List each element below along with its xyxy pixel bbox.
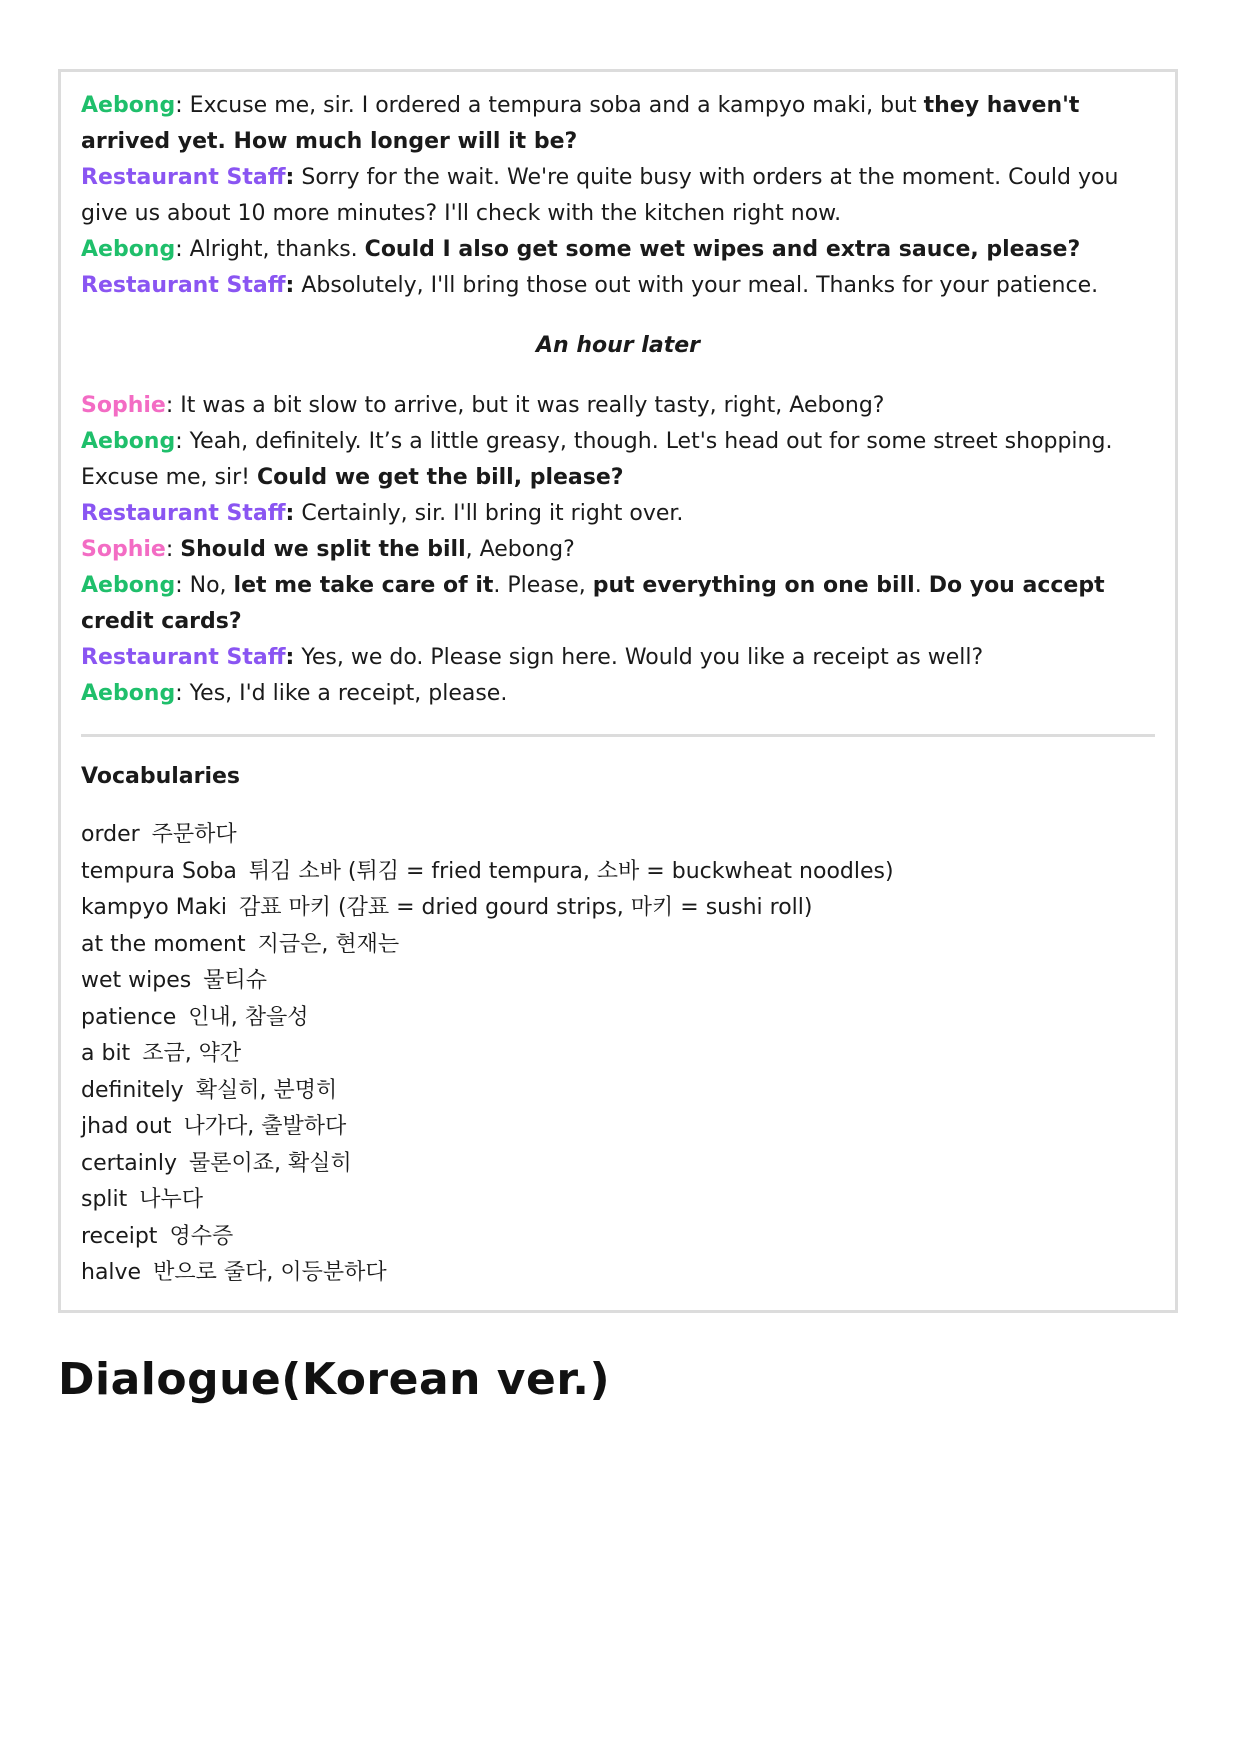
dialogue-box	[58, 69, 1178, 1313]
dialogue-line	[81, 88, 1155, 160]
dialogue-line	[81, 424, 1155, 496]
line-text: .	[914, 573, 929, 598]
speaker-name: Sophie	[81, 537, 166, 562]
speaker-name: Aebong	[81, 573, 176, 598]
vocab-title: Vocabularies	[81, 764, 241, 789]
line-text: Absolutely, I'll bring those out with your meal. Thanks for your patience.	[294, 273, 1099, 298]
line-text: Excuse me, sir. I ordered a tempura soba and a kampyo maki, but	[189, 93, 924, 118]
vocab-item	[81, 1146, 1155, 1183]
line-text: Yeah, definitely. It’s a little greasy, though. Let's head out for some street shopping. Excuse me, sir!	[81, 429, 1113, 490]
vocab-meaning: 감표 마키 (감표 = dried gourd strips, 마키 = sushi roll)	[239, 895, 813, 920]
speaker-name: Aebong	[81, 93, 176, 118]
vocab-term: tempura Soba	[81, 858, 237, 884]
vocab-term: kampyo Maki	[81, 895, 228, 920]
dialogue-line	[81, 568, 1155, 640]
speaker-name: Aebong	[81, 429, 176, 454]
vocab-term: split	[81, 1187, 128, 1212]
vocab-term: certainly	[81, 1150, 177, 1176]
vocab-meaning: 물티슈	[203, 968, 267, 993]
line-bold-text: let me take care of it	[233, 573, 494, 598]
vocab-term: a bit	[81, 1041, 131, 1066]
dialogue-line	[81, 388, 1155, 424]
vocab-term: patience	[81, 1004, 177, 1030]
line-bold-text: Could I also get some wet wipes and extra sauce, please?	[364, 237, 1081, 262]
dialogue-line	[81, 532, 1155, 568]
section-heading: Dialogue(Korean ver.)	[58, 1354, 611, 1405]
line-bold-text: Should we split the bill	[180, 537, 466, 562]
vocab-item	[81, 817, 1155, 854]
line-text: Yes, we do. Please sign here. Would you like a receipt as well?	[294, 645, 984, 670]
line-text: . Please,	[493, 573, 593, 598]
vocab-meaning: 나가다, 출발하다	[183, 1114, 347, 1139]
speaker-name: Restaurant Staff	[81, 273, 286, 298]
vocab-meaning: 주문하다	[151, 822, 237, 847]
speaker-separator: :	[285, 645, 295, 670]
scene-interlude: An hour later	[536, 333, 700, 358]
speaker-separator: :	[285, 273, 295, 298]
vocab-meaning: 물론이죠, 확실히	[188, 1150, 352, 1176]
speaker-separator: :	[175, 237, 190, 262]
vocab-item	[81, 1182, 1155, 1219]
speaker-separator: :	[165, 393, 181, 418]
vocab-item	[81, 854, 1155, 891]
vocab-item	[81, 1219, 1155, 1256]
vocab-term: definitely	[81, 1077, 184, 1103]
speaker-name: Aebong	[81, 681, 176, 706]
dialogue-line	[81, 160, 1155, 232]
vocab-meaning: 인내, 참을성	[188, 1004, 309, 1030]
dialogue-line	[81, 676, 1155, 712]
speaker-separator: :	[175, 573, 190, 598]
vocab-item	[81, 1036, 1155, 1073]
dialogue-line	[81, 496, 1155, 532]
line-bold-text: put everything on one bill	[592, 573, 915, 598]
line-bold-text: Could we get the bill, please?	[256, 465, 624, 490]
vocab-item	[81, 1109, 1155, 1146]
line-text: Sorry for the wait. We're quite busy with orders at the moment. Could you give us about 10 more minutes? I'll check with the kitchen right now.	[81, 165, 1119, 226]
speaker-separator: :	[285, 165, 295, 190]
vocab-item	[81, 927, 1155, 964]
speaker-separator: :	[175, 681, 190, 706]
line-text: Yes, I'd like a receipt, please.	[189, 681, 508, 706]
speaker-name: Aebong	[81, 237, 176, 262]
vocab-meaning: 나누다	[139, 1187, 204, 1212]
vocab-item	[81, 1073, 1155, 1110]
vocab-item	[81, 890, 1155, 927]
vocab-list	[81, 817, 1155, 1292]
speaker-separator: :	[175, 429, 190, 454]
vocab-item	[81, 963, 1155, 1000]
vocab-term: at the moment	[81, 931, 246, 957]
vocab-term: halve	[81, 1260, 142, 1285]
line-text: , Aebong?	[465, 537, 575, 562]
dialogue-line	[81, 232, 1155, 268]
speaker-separator: :	[175, 93, 190, 118]
vocab-term: receipt	[81, 1223, 158, 1249]
speaker-separator: :	[285, 501, 295, 526]
vocab-item	[81, 1255, 1155, 1292]
vocab-meaning: 영수증	[169, 1223, 234, 1249]
vocab-term: wet wipes	[81, 968, 192, 993]
line-bold-text: they haven't arrived yet. How much longer will it be?	[81, 93, 1080, 154]
speaker-separator: :	[165, 537, 181, 562]
speaker-name: Restaurant Staff	[81, 645, 286, 670]
vocab-term: jhad out	[81, 1114, 172, 1139]
vocab-meaning: 조금, 약간	[142, 1041, 242, 1066]
vocab-meaning: 튀김 소바 (튀김 = fried tempura, 소바 = buckwheat noodles)	[248, 858, 894, 884]
line-text: Certainly, sir. I'll bring it right over.	[294, 501, 684, 526]
speaker-name: Restaurant Staff	[81, 165, 286, 190]
section-divider	[81, 734, 1155, 737]
speaker-name: Sophie	[81, 393, 166, 418]
line-text: It was a bit slow to arrive, but it was really tasty, right, Aebong?	[180, 393, 885, 418]
dialogue-line	[81, 268, 1155, 304]
vocab-meaning: 확실히, 분명히	[195, 1077, 338, 1103]
line-bold-text: Do you accept credit cards?	[81, 573, 1105, 634]
vocab-meaning: 지금은, 현재는	[257, 931, 400, 957]
line-text: Alright, thanks.	[189, 237, 365, 262]
line-text: No,	[189, 573, 234, 598]
dialogue-line	[81, 640, 1155, 676]
vocab-term: order	[81, 822, 140, 847]
vocab-meaning: 반으로 줄다, 이등분하다	[153, 1260, 387, 1285]
vocab-item	[81, 1000, 1155, 1037]
speaker-name: Restaurant Staff	[81, 501, 286, 526]
